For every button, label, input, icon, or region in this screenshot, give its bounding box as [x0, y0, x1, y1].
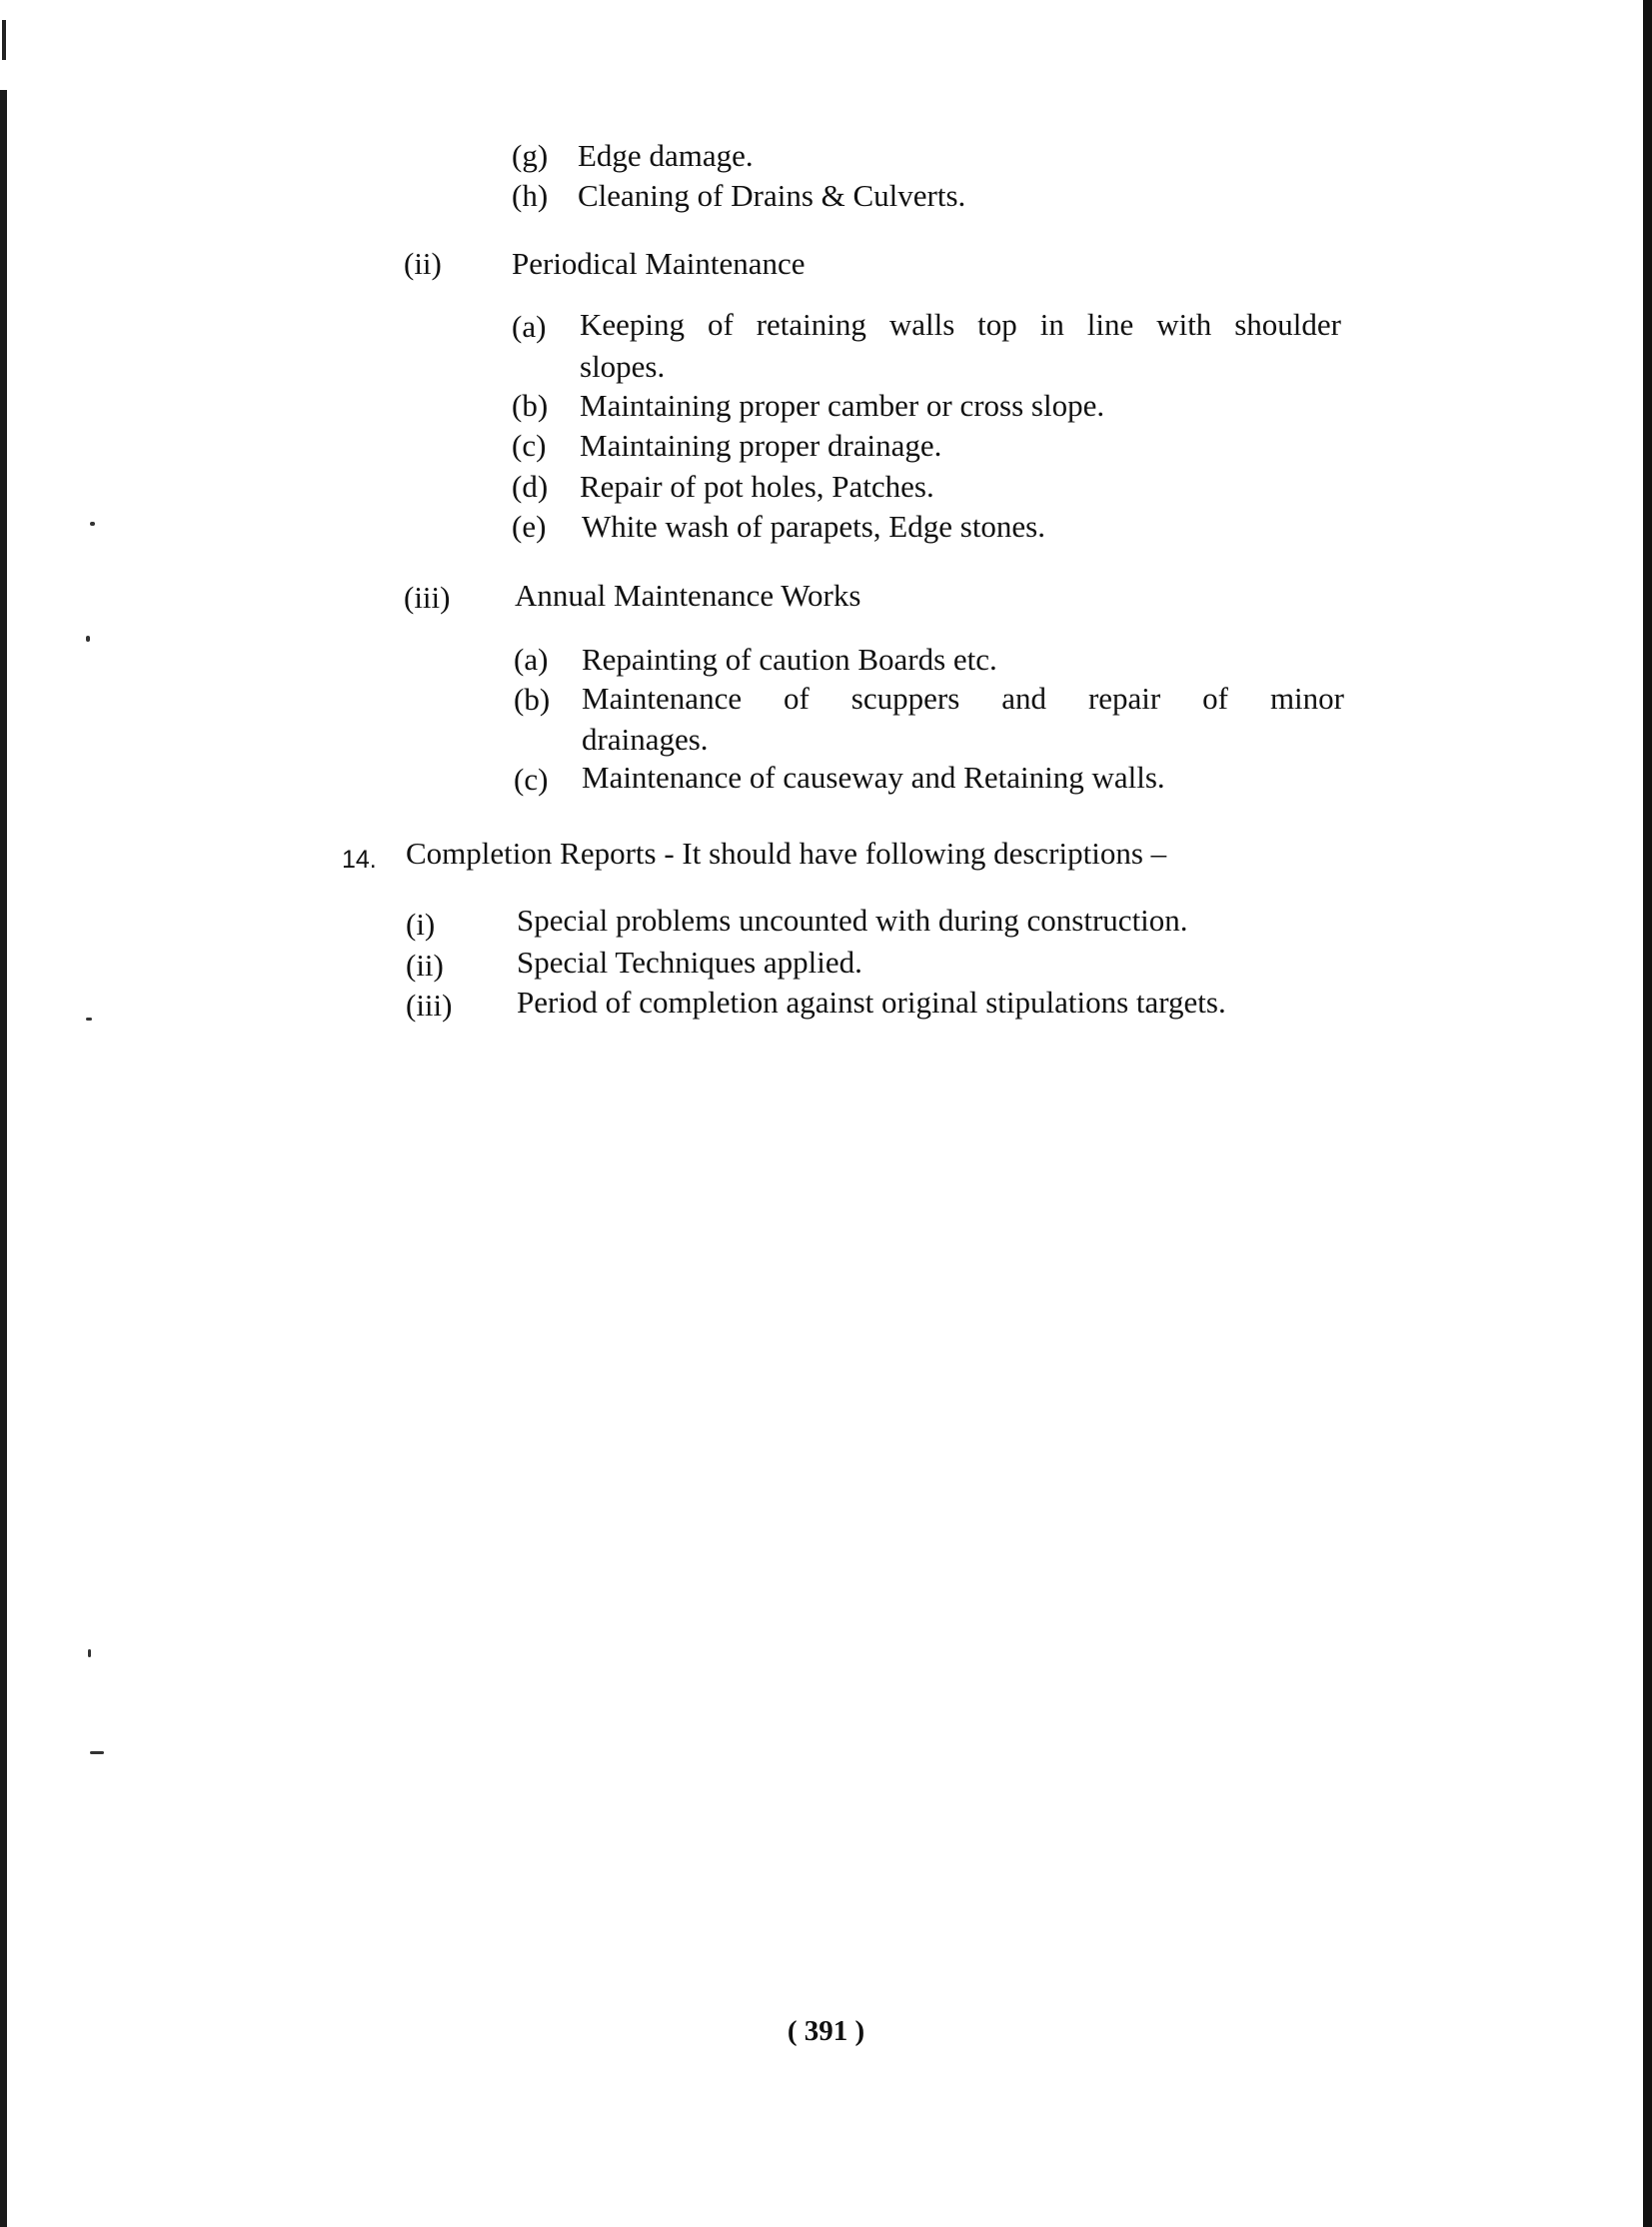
list-item: Maintaining proper camber or cross slope.	[580, 388, 1105, 423]
list-label: (c)	[512, 428, 547, 463]
section-label: (ii)	[404, 246, 442, 281]
section-heading: Annual Maintenance Works	[515, 578, 861, 613]
scan-speck	[88, 1649, 91, 1657]
list-item: Maintenance of causeway and Retaining walls.	[582, 760, 1165, 795]
list-item: Special problems uncounted with during construction.	[517, 903, 1188, 938]
list-item: Repainting of caution Boards etc.	[582, 642, 997, 677]
list-item: Maintenance of scuppers and repair of minor	[582, 681, 1344, 716]
scan-edge-left	[0, 90, 7, 2227]
list-item: White wash of parapets, Edge stones.	[582, 509, 1046, 544]
list-label: (a)	[514, 642, 549, 677]
scan-edge-right	[1643, 0, 1652, 2227]
list-label: (g)	[512, 138, 549, 173]
list-label: (b)	[514, 682, 551, 717]
section-number: 14.	[342, 846, 377, 874]
list-label: (e)	[512, 509, 547, 544]
scan-speck	[86, 636, 90, 642]
list-item: Maintaining proper drainage.	[580, 428, 942, 463]
section-heading: Completion Reports - It should have following descriptions –	[406, 836, 1167, 871]
list-item: Cleaning of Drains & Culverts.	[578, 178, 966, 213]
scan-speck	[90, 522, 95, 526]
section-label: (iii)	[404, 580, 451, 615]
section-heading: Periodical Maintenance	[512, 246, 806, 281]
scan-speck	[86, 1018, 92, 1021]
list-item: Keeping of retaining walls top in line with shoulder	[580, 307, 1341, 342]
list-item: Edge damage.	[578, 138, 754, 173]
list-item-continuation: slopes.	[580, 349, 666, 384]
list-label: (h)	[512, 178, 549, 213]
list-item-continuation: drainages.	[582, 722, 709, 757]
scan-edge-mark	[2, 20, 6, 60]
list-label: (ii)	[406, 948, 444, 983]
list-item: Repair of pot holes, Patches.	[580, 469, 934, 504]
list-label: (d)	[512, 469, 549, 504]
list-label: (c)	[514, 762, 549, 797]
scan-speck	[90, 1751, 104, 1754]
list-label: (i)	[406, 907, 436, 942]
list-item: Special Techniques applied.	[517, 945, 862, 980]
list-label: (iii)	[406, 988, 453, 1023]
list-label: (a)	[512, 309, 547, 344]
list-item: Period of completion against original stipulations targets.	[517, 985, 1226, 1020]
list-label: (b)	[512, 388, 549, 423]
page-number: ( 391 )	[787, 2015, 865, 2047]
